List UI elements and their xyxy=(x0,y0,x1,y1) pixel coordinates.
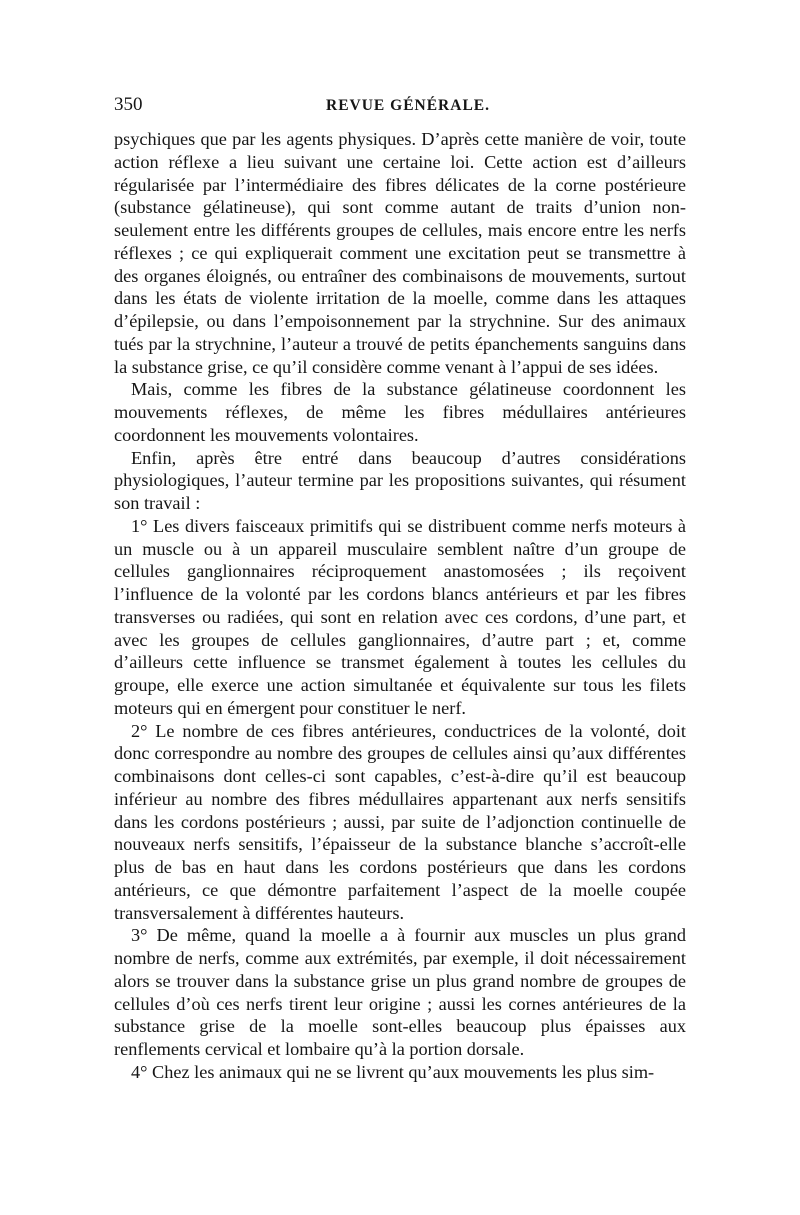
proposition-1: 1° Les divers faisceaux primitifs qui se distribuent comme nerfs moteurs à un muscle ou à un appareil musculaire semblent naître d’un groupe de cellules ganglionnaires réciproquement anastomosées ; ils reçoivent l’influence de la volonté par les cordons blancs antérieurs et par les fibres transverses ou radiées, qui sont en relation avec ces cordons, d’une part, et avec les groupes de cellules ganglionnaires, d’autre part ; et, comme d’ailleurs cette influence se transmet également à toutes les cellules du groupe, elle exerce une action simultanée et équivalente sur tous les filets moteurs qui en émergent pour constituer le nerf. xyxy=(114,515,686,718)
page-number: 350 xyxy=(114,94,143,115)
book-page xyxy=(114,94,686,1084)
proposition-4: 4° Chez les animaux qui ne se livrent qu’aux mouvements les plus sim- xyxy=(131,1061,655,1082)
page-header xyxy=(114,94,686,120)
body-text xyxy=(114,128,686,1084)
paragraph-coordination: Mais, comme les fibres de la substance gélatineuse coordonnent les mouvements réflexes, de même les fibres médullaires antérieures coordonnent les mouvements volontaires. xyxy=(114,379,686,445)
proposition-2: 2° Le nombre de ces fibres antérieures, conductrices de la volonté, doit donc correspondre au nombre des groupes de cellules ainsi qu’aux différentes combinaisons dont celles-ci sont capables, c’est-à-dire qu’il est beaucoup inférieur au nombre des fibres médullaires appartenant aux nerfs sensitifs dans les cordons postérieurs ; aussi, par suite de l’adjonction continuelle de nouveaux nerfs sensitifs, l’épaisseur de la substance blanche s’accroît-elle plus de bas en haut dans les cordons postérieurs que dans les cordons antérieurs, ce que démontre parfaitement l’aspect de la moelle coupée transversalement à différentes hauteurs. xyxy=(114,720,686,923)
paragraph-conclusion-intro: Enfin, après être entré dans beaucoup d’autres considérations physiologiques, l’auteur termine par les propositions suivantes, qui résument son travail : xyxy=(114,447,686,513)
proposition-3: 3° De même, quand la moelle a à fournir aux muscles un plus grand nombre de nerfs, comme aux extrémités, par exemple, il doit nécessairement alors se trouver dans la substance grise un plus grand nombre de groupes de cellules d’où ces nerfs tirent leur origine ; aussi les cornes antérieures de la substance grise de la moelle sont-elles beaucoup plus épaisses aux renflements cervical et lombaire qu’à la portion dorsale. xyxy=(114,925,686,1059)
paragraph-continued: psychiques que par les agents physiques. D’après cette manière de voir, toute action réflexe a lieu suivant une certaine loi. Cette action est d’ailleurs régularisée par l’intermédiaire des fibres délicates de la corne postérieure (substance gélatineuse), qui sont comme autant de traits d’union non-seulement entre les différents groupes de cellules, mais encore entre les nerfs réflexes ; ce qui expliquerait comment une excitation peut se transmettre à des organes éloignés, ou entraîner des combinaisons de mouvements, surtout dans les états de violente irritation de la moelle, comme dans les attaques d’épilepsie, ou dans l’empoisonnement par la strychnine. Sur des animaux tués par la strychnine, l’auteur a trouvé de petits épanchements sanguins dans la substance grise, ce qu’il considère comme venant à l’appui de ses idées. xyxy=(114,129,686,377)
running-title: REVUE GÉNÉRALE. xyxy=(326,97,490,114)
